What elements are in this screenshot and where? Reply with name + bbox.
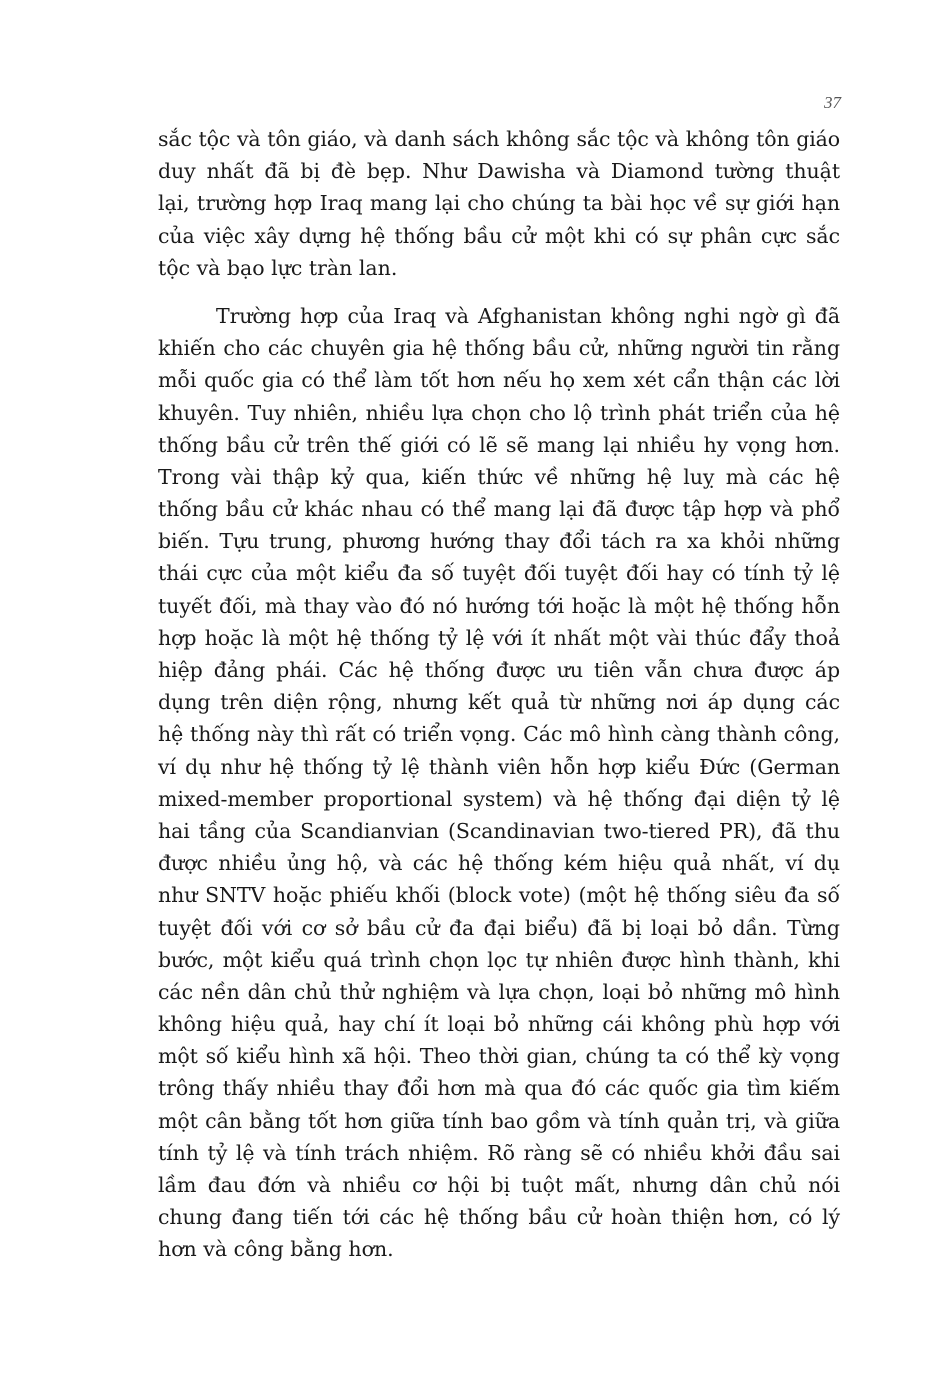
text-line: như SNTV hoặc phiếu khối (block vote) (một hệ thống siêu đa số (158, 883, 840, 908)
text-line: hơn và công bằng hơn. (158, 1237, 394, 1262)
text-line: thái cực của một kiểu đa số tuyệt đối tuyệt đối hay có tính tỷ lệ (158, 561, 840, 586)
text-line: lầm đau đớn và nhiều cơ hội bị tuột mất, nhưng dân chủ nói (158, 1173, 840, 1197)
text-line: trông thấy nhiều thay đổi hơn mà qua đó các quốc gia tìm kiếm (158, 1076, 840, 1101)
text-line: hợp hoặc là một hệ thống tỷ lệ với ít nhất một vài thúc đẩy thoả (158, 625, 840, 650)
text-line: tính tỷ lệ và tính trách nhiệm. Rõ ràng sẽ có nhiều khởi đầu sai (158, 1140, 840, 1165)
text-line: tuyết đối, mà thay vào đó nó hướng tới hoặc là một hệ thống hỗn (158, 593, 840, 618)
text-line: biến. Tựu trung, phương hướng thay đổi tách ra xa khỏi những (158, 529, 840, 554)
text-line: mỗi quốc gia có thể làm tốt hơn nếu họ xem xét cẩn thận các lời (158, 368, 840, 393)
text-line: mixed-member proportional system) và hệ thống đại diện tỷ lệ (158, 786, 840, 811)
paragraph-1 (158, 123, 840, 284)
text-line: ví dụ như hệ thống tỷ lệ thành viên hỗn hợp kiểu Đức (German (158, 754, 840, 779)
body-text (158, 123, 840, 1266)
text-line: của việc xây dựng hệ thống bầu cử một khi có sự phân cực sắc (158, 223, 840, 248)
text-line: khiến cho các chuyên gia hệ thống bầu cử, những người tin rằng (158, 336, 840, 361)
text-line: các nền dân chủ thử nghiệm và lựa chọn, loại bỏ những mô hình (158, 979, 840, 1004)
text-line: thống bầu cử khác nhau có thể mang lại đã được tập hợp và phổ (158, 497, 840, 522)
text-line: duy nhất đã bị đè bẹp. Như Dawisha và Diamond tường thuật (158, 159, 840, 184)
text-line: Trong vài thập kỷ qua, kiến thức về những hệ luỵ mà các hệ (158, 464, 840, 489)
text-line: dụng trên diện rộng, nhưng kết quả từ những nơi áp dụng các (158, 690, 840, 715)
paragraph-2 (158, 300, 840, 1266)
text-line: tuyệt đối với cơ sở bầu cử đa đại biểu) đã bị loại bỏ dần. Từng (158, 915, 840, 940)
text-line: một số kiểu hình xã hội. Theo thời gian, chúng ta có thể kỳ vọng (158, 1044, 840, 1069)
text-line: lại, trường hợp Iraq mang lại cho chúng ta bài học về sự giới hạn (158, 191, 840, 216)
text-line: sắc tộc và tôn giáo, và danh sách không sắc tộc và không tôn giáo (158, 127, 840, 151)
text-line: hiệp đảng phái. Các hệ thống được ưu tiên vẫn chưa được áp (158, 658, 840, 682)
page-number: 37 (824, 93, 841, 112)
text-line: hệ thống này thì rất có triển vọng. Các mô hình càng thành công, (158, 722, 840, 747)
paragraph-gap (158, 284, 840, 300)
text-line: bước, một kiểu quá trình chọn lọc tự nhiên được hình thành, khi (158, 947, 840, 972)
text-line: hai tầng của Scandianvian (Scandinavian two-tiered PR), đã thu (158, 818, 840, 843)
text-line: một cân bằng tốt hơn giữa tính bao gồm và tính quản trị, và giữa (158, 1108, 840, 1133)
text-line: tộc và bạo lực tràn lan. (158, 255, 398, 280)
text-line: không hiệu quả, hay chí ít loại bỏ những cái không phù hợp với (158, 1012, 840, 1037)
text-line: Trường hợp của Iraq và Afghanistan không nghi ngờ gì đã (216, 303, 840, 328)
text-line: được nhiều ủng hộ, và các hệ thống kém hiệu quả nhất, ví dụ (158, 851, 840, 876)
text-line: khuyên. Tuy nhiên, nhiều lựa chọn cho lộ trình phát triển của hệ (158, 400, 840, 425)
text-line: thống bầu cử trên thế giới có lẽ sẽ mang lại nhiều hy vọng hơn. (158, 432, 840, 457)
text-line: chung đang tiến tới các hệ thống bầu cử hoàn thiện hơn, có lý (158, 1205, 840, 1230)
